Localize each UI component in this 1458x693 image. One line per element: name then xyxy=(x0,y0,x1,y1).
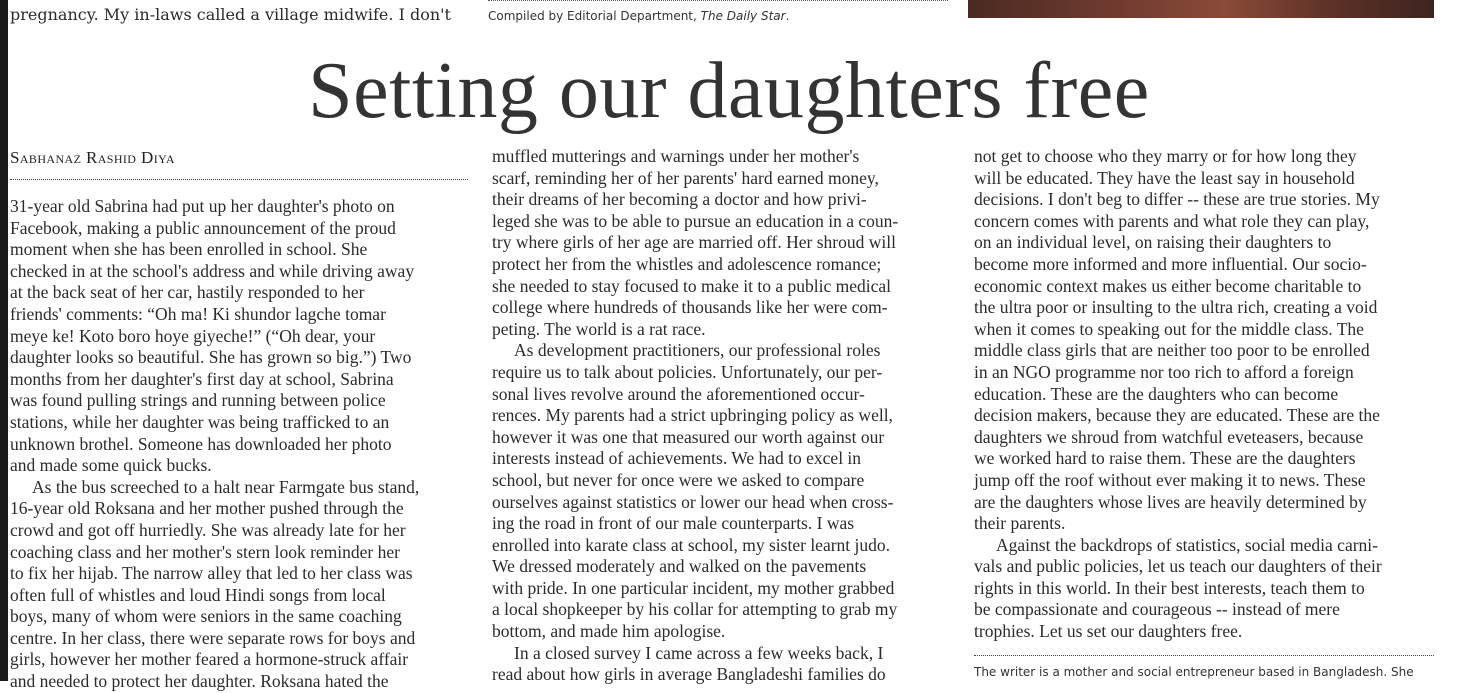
text-line: are the daughters whose lives are heavily determined by xyxy=(974,491,1367,512)
byline-dotted-rule xyxy=(10,179,468,180)
previous-article-strip xyxy=(0,0,1458,30)
text-line: college where hundreds of thousands like her were com- xyxy=(492,297,888,318)
text-line: interests instead of achievements. We had to excel in xyxy=(492,448,862,469)
text-line: middle class girls that are neither too poor to be enrolled xyxy=(974,340,1370,361)
previous-article-text: pregnancy. My in-laws called a village midwife. I don't xyxy=(10,5,451,24)
text-line: to fix her hijab. The narrow alley that led to her class was xyxy=(10,563,413,584)
text-line: bottom, and made him apologise. xyxy=(492,621,726,642)
text-line: ing the road in front of our male counterparts. I was xyxy=(492,513,855,534)
text-line: school, but never for once were we asked to compare xyxy=(492,469,865,490)
footer-dotted-rule xyxy=(974,655,1434,656)
credit-source: The Daily Star xyxy=(700,9,786,23)
text-line: she needed to stay focused to make it to a public medical xyxy=(492,275,891,296)
text-line: with pride. In one particular incident, my mother grabbed xyxy=(492,577,895,598)
text-line: rences. My parents had a strict upbringing policy as well, xyxy=(492,405,893,426)
text-line: be compassionate and courageous -- instead of mere xyxy=(974,599,1340,620)
text-line: 31-year old Sabrina had put up her daughter's photo on xyxy=(10,196,395,216)
text-line: peting. The world is a rat race. xyxy=(492,318,706,339)
text-line: daughter looks so beautiful. She has grown so big.”) Two xyxy=(10,347,412,368)
text-line: enrolled into karate class at school, my sister learnt judo. xyxy=(492,534,891,555)
article-headline: Setting our daughters free xyxy=(308,47,1150,135)
text-line: Against the backdrops of statistics, social media carni- xyxy=(996,534,1378,555)
text-line: checked in at the school's address and while driving away xyxy=(10,260,415,281)
text-line: As development practitioners, our professional roles xyxy=(514,340,881,361)
text-line: try where girls of her age are married off. Her shroud will xyxy=(492,232,896,253)
column-2-body xyxy=(492,146,954,686)
text-line: decisions. I don't beg to differ -- these are true stories. My xyxy=(974,189,1380,210)
text-line: muffled mutterings and warnings under her mother's xyxy=(492,146,860,166)
text-line: vals and public policies, let us teach our daughters of their xyxy=(974,556,1382,577)
text-line: meye ke! Koto boro hoye giyeche!” (“Oh dear, your xyxy=(10,325,376,346)
text-line: ourselves against statistics or lower our head when cross- xyxy=(492,491,894,512)
text-line: when it comes to speaking out for the middle class. The xyxy=(974,318,1364,339)
text-line: As the bus screeched to a halt near Farmgate bus stand, xyxy=(32,476,420,497)
text-line: was found pulling strings and running between police xyxy=(10,390,386,411)
text-line: the ultra poor or insulting to the ultra rich, creating a void xyxy=(974,297,1378,318)
author-byline: Sabhanaz Rashid Diya xyxy=(10,148,175,167)
text-line: crowd and got off hurriedly. She was already late for her xyxy=(10,519,406,540)
text-line: and needed to protect her daughter. Roksana hated the xyxy=(10,671,389,692)
text-line: We dressed moderately and walked on the pavements xyxy=(492,556,867,577)
text-line: boys, many of whom were seniors in the same coaching xyxy=(10,606,402,627)
text-line: on an individual level, on raising their daughters to xyxy=(974,232,1332,253)
text-line: not get to choose who they marry or for how long they xyxy=(974,146,1357,166)
text-line: decision makers, because they are educated. These are the xyxy=(974,405,1380,426)
text-line: girls, however her mother feared a hormone-struck affair xyxy=(10,649,409,670)
article-column-2 xyxy=(492,146,954,686)
text-line: economic context makes us either become charitable to xyxy=(974,275,1362,296)
text-line: daughters we shroud from watchful eveteasers, because xyxy=(974,426,1364,447)
text-line: read about how girls in average Bangladeshi families do xyxy=(492,664,886,685)
text-line: Facebook, making a public announcement of the proud xyxy=(10,217,396,238)
article-column-1 xyxy=(10,146,470,693)
writer-note: The writer is a mother and social entrepreneur based in Bangladesh. She xyxy=(974,664,1414,679)
text-line: concern comes with parents and what role they can play, xyxy=(974,210,1370,231)
text-line: trophies. Let us set our daughters free. xyxy=(974,621,1243,642)
text-line: moment when she has been enrolled in school. She xyxy=(10,239,368,260)
text-line: rights in this world. In their best interests, teach them to xyxy=(974,577,1365,598)
previous-dotted-rule xyxy=(488,0,948,1)
text-line: often full of whistles and loud Hindi songs from local xyxy=(10,584,386,605)
text-line: 16-year old Roksana and her mother pushed through the xyxy=(10,498,404,519)
text-line: will be educated. They have the least say in household xyxy=(974,167,1355,188)
text-line: friends' comments: “Oh ma! Ki shundor lagche tomar xyxy=(10,303,386,324)
text-line: leged she was to be able to pursue an education in a coun- xyxy=(492,210,899,231)
text-line: however it was one that measured our worth against our xyxy=(492,426,885,447)
text-line: education. These are the daughters who can become xyxy=(974,383,1339,404)
text-line: their parents. xyxy=(974,513,1066,534)
text-line: we worked hard to raise them. These are the daughters xyxy=(974,448,1356,469)
text-line: months from her daughter's first day at school, Sabrina xyxy=(10,368,394,389)
text-line: in an NGO programme nor too rich to afford a foreign xyxy=(974,361,1354,382)
text-line: stations, while her daughter was being trafficked to an xyxy=(10,411,390,432)
column-1-body xyxy=(10,196,470,693)
text-line: sonal lives revolve around the aforementioned occur- xyxy=(492,383,865,404)
text-line: and made some quick bucks. xyxy=(10,455,212,476)
text-line: a local shopkeeper by his collar for attempting to grab my xyxy=(492,599,898,620)
previous-article-photo xyxy=(968,0,1434,18)
text-line: centre. In her class, there were separate rows for boys and xyxy=(10,627,416,648)
article-column-3 xyxy=(974,146,1436,680)
text-line: their dreams of her becoming a doctor and how privi- xyxy=(492,189,867,210)
previous-credit xyxy=(488,9,789,23)
text-line: require us to talk about policies. Unfortunately, our per- xyxy=(492,361,883,382)
credit-prefix: Compiled by Editorial Department, xyxy=(488,9,701,23)
column-3-body xyxy=(974,146,1436,643)
text-line: In a closed survey I came across a few weeks back, I xyxy=(514,642,884,663)
text-line: scarf, reminding her of her parents' hard earned money, xyxy=(492,167,879,188)
text-line: unknown brothel. Someone has downloaded her photo xyxy=(10,433,392,454)
text-line: coaching class and her mother's stern look reminder her xyxy=(10,541,400,562)
text-line: protect her from the whistles and adolescence romance; xyxy=(492,253,882,274)
credit-suffix: . xyxy=(785,9,790,23)
text-line: jump off the roof without ever making it to news. These xyxy=(974,469,1366,490)
text-line: become more informed and more influential. Our socio- xyxy=(974,253,1367,274)
text-line: at the back seat of her car, hastily responded to her xyxy=(10,282,365,303)
